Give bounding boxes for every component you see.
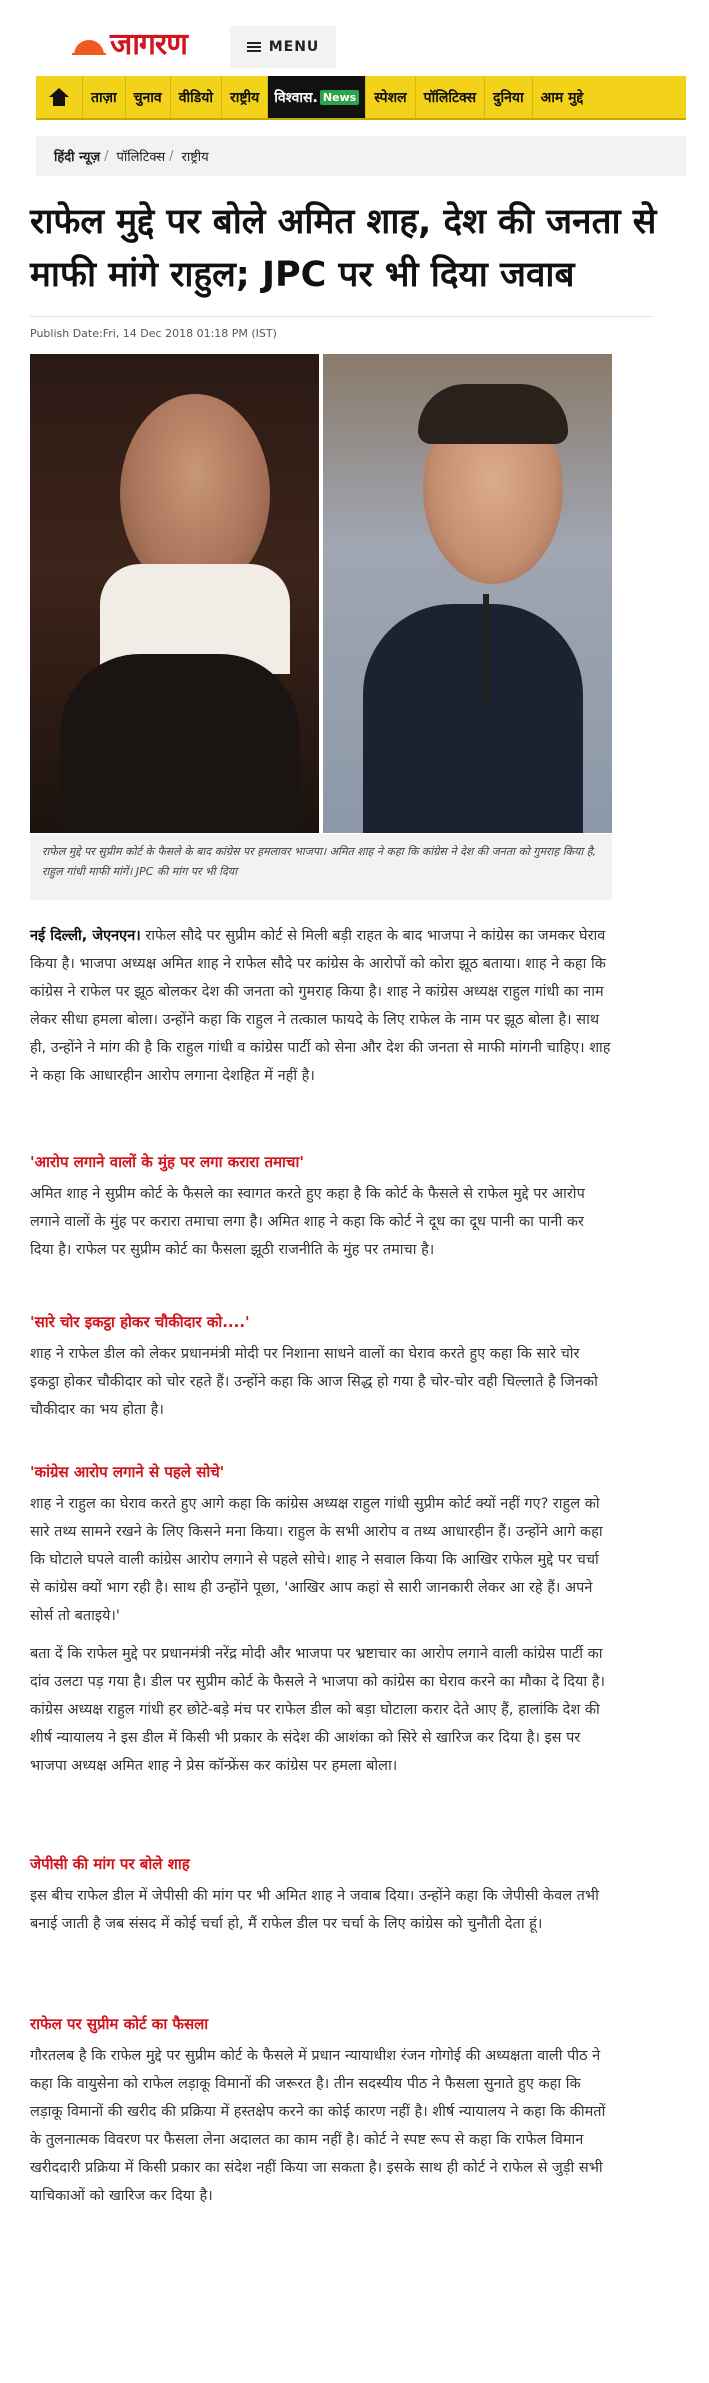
dateline: नई दिल्ली, जेएनएन। — [30, 928, 141, 944]
nav-item-chunav[interactable]: चुनाव — [126, 76, 171, 118]
paragraph-text: राफेल सौदे पर सुप्रीम कोर्ट से मिली बड़ी राहत के बाद भाजपा ने कांग्रेस का जमकर घेराव किया है। भाजपा अध्यक्ष अमित शाह ने राफेल सौदे पर कांग्रेस के आरोपों को कोरा झूठ बताया। शाह ने कहा कि कांग्रेस ने राफेल पर झूठ बोलकर देश की जनता को गुमराह किया है। शाह ने कांग्रेस अध्यक्ष राहुल गांधी का नाम लेकर सीधा हमला बोला। उन्होंने कहा कि राहुल ने तत्काल फायदे के लिए राफेल के नाम पर झूठ बोला है। साथ ही, उन्होंने ने मांग की है कि राहुल गांधी व कांग्रेस पार्टी को सेना और देश की जनता से माफी मांगनी चाहिए। शाह ने कहा कि आधारहीन आरोप लगाना देशहित में नहीं है। — [30, 928, 611, 1084]
menu-button[interactable] — [230, 26, 336, 68]
hero-image-left — [30, 354, 319, 833]
publish-date: Publish Date:Fri, 14 Dec 2018 01:18 PM (IST) — [30, 327, 277, 340]
article-paragraph — [30, 922, 612, 1090]
breadcrumb-separator: / — [104, 148, 109, 164]
nav-item-special[interactable]: स्पेशल — [366, 76, 415, 118]
breadcrumb-rashtriya[interactable]: राष्ट्रीय — [181, 150, 209, 165]
subheading: राफेल पर सुप्रीम कोर्ट का फैसला — [30, 2015, 209, 2033]
hamburger-icon — [247, 42, 261, 52]
article-title: राफेल मुद्दे पर बोले अमित शाह, देश की जनता से माफी मांगे राहुल; JPC पर भी दिया जवाब — [30, 202, 657, 295]
nav-item-rashtriya[interactable]: राष्ट्रीय — [222, 76, 268, 118]
site-logo[interactable] — [72, 27, 187, 62]
subheading: 'आरोप लगाने वालों के मुंह पर लगा करारा तमाचा' — [30, 1153, 304, 1171]
sun-logo-icon — [72, 35, 106, 55]
article-paragraph: शाह ने राहुल का घेराव करते हुए आगे कहा कि कांग्रेस अध्यक्ष राहुल गांधी सुप्रीम कोर्ट क्यों नहीं गए? राहुल को सारे तथ्य सामने रखने के लिए किसने मना किया। राहुल के सभी आरोप व तथ्य आधारहीन हैं। उन्होंने आगे कहा कि घोटाले घपले वाली कांग्रेस आरोप लगाने से पहले सोचे। शाह ने सवाल किया कि आखिर राफेल मुद्दे पर चर्चा से कांग्रेस क्यों भाग रही है। साथ ही उन्होंने पूछा, 'आखिर आप कहां से सारी जानकारी लेकर आ रहे हैं। अपने सोर्स तो बताइये।' — [30, 1496, 603, 1624]
nav-item-taza[interactable]: ताज़ा — [83, 76, 126, 118]
nav-item-duniya[interactable]: दुनिया — [485, 76, 533, 118]
nav-item-video[interactable]: वीडियो — [171, 76, 222, 118]
hero-image-right — [323, 354, 612, 833]
subheading: जेपीसी की मांग पर बोले शाह — [30, 1855, 190, 1873]
vishwas-label: विश्वास. — [274, 89, 318, 106]
site-header — [0, 0, 709, 88]
hero-image — [30, 354, 612, 833]
subheading: 'कांग्रेस आरोप लगाने से पहले सोचे' — [30, 1463, 225, 1481]
article-paragraph: इस बीच राफेल डील में जेपीसी की मांग पर भी अमित शाह ने जवाब दिया। उन्होंने कहा कि जेपीसी केवल तभी बनाई जाती है जब संसद में कोई चर्चा हो, मैं राफेल डील पर चर्चा के लिए कांग्रेस को चुनौती देता हूं। — [30, 1888, 599, 1932]
article-paragraph: बता दें कि राफेल मुद्दे पर प्रधानमंत्री नरेंद्र मोदी और भाजपा पर भ्रष्टाचार का आरोप लगाने वाली कांग्रेस पार्टी का दांव उलटा पड़ गया है। डील पर सुप्रीम कोर्ट के फैसले ने भाजपा को कांग्रेस का घेराव करने का मौका दे दिया है। कांग्रेस अध्यक्ष राहुल गांधी हर छोटे-बड़े मंच पर राफेल डील को बड़ा घोटाला करार देते आए हैं, हालांकि देश की शीर्ष न्यायालय ने इस डील में किसी भी प्रकार के संदेश की आशंका को सिरे से खारिज कर दिया है। इस पर भाजपा अध्यक्ष अमित शाह ने प्रेस कॉन्फ्रेंस कर कांग्रेस पर हमला बोला। — [30, 1646, 605, 1774]
nav-home[interactable] — [36, 76, 83, 118]
breadcrumb-separator: / — [169, 148, 174, 164]
logo-text: जागरण — [110, 27, 187, 62]
nav-item-vishwas-news[interactable] — [268, 76, 366, 118]
image-caption: राफेल मुद्दे पर सुप्रीम कोर्ट के फैसले के बाद कांग्रेस पर हमलावर भाजपा। अमित शाह ने कहा कि कांग्रेस ने देश की जनता को गुमराह किया है, राहुल गांधी माफी मांगें। JPC की मांग पर भी दिया — [30, 834, 612, 900]
article-paragraph: शाह ने राफेल डील को लेकर प्रधानमंत्री मोदी पर निशाना साधने वालों का घेराव करते हुए कहा कि सारे चोर इकट्ठा होकर चौकीदार को चोर रहते हैं। उन्होंने कहा कि आज सिद्ध हो गया है चोर-चोर वही चिल्लाते है जिनको चौकीदार का भय होता है। — [30, 1346, 598, 1418]
article-paragraph: अमित शाह ने सुप्रीम कोर्ट के फैसले का स्वागत करते हुए कहा है कि कोर्ट के फैसले से राफेल मुद्दे पर आरोप लगाने वालों के मुंह पर करारा तमाचा लगा है। अमित शाह ने कहा कि कोर्ट ने दूध का दूध पानी का पानी कर दिया है। राफेल पर सुप्रीम कोर्ट का फैसला झूठी राजनीति के मुंह पर तमाचा है। — [30, 1186, 585, 1258]
nav-item-aam-mudde[interactable]: आम मुद्दे — [540, 89, 584, 106]
divider — [30, 316, 652, 317]
news-badge: News — [320, 90, 359, 105]
article-paragraph: गौरतलब है कि राफेल मुद्दे पर सुप्रीम कोर्ट के फैसले में प्रधान न्यायाधीश रंजन गोगोई की अध्यक्षता वाली पीठ ने कहा कि वायुसेना को राफेल लड़ाकू विमानों की जरूरत है। तीन सदस्यीय पीठ ने फैसला सुनाते हुए कहा कि लड़ाकू विमानों की खरीद की प्रक्रिया में हस्तक्षेप करने का कोई कारण नहीं है। शीर्ष न्यायालय ने कहा कि कीमतों के तुलनात्मक विवरण पर फैसला लेना अदालत का काम नहीं है। कोर्ट ने स्पष्ट रूप से कहा कि राफेल विमान खरीददारी प्रक्रिया में किसी प्रकार का संदेश नहीं किया जा सकता है। इसके साथ ही कोर्ट ने राफेल से जुड़ी सभी याचिकाओं को खारिज कर दिया है। — [30, 2048, 606, 2204]
nav-item-politics[interactable]: पॉलिटिक्स — [416, 76, 485, 118]
breadcrumb-politics[interactable]: पॉलिटिक्स — [116, 150, 166, 165]
breadcrumb-hindi-news[interactable]: हिंदी न्यूज़ — [54, 150, 101, 165]
breadcrumb — [36, 136, 686, 176]
subheading: 'सारे चोर इकट्ठा होकर चौकीदार को....' — [30, 1313, 250, 1331]
menu-label: MENU — [268, 39, 320, 55]
home-icon — [49, 88, 69, 106]
main-nav — [36, 76, 686, 120]
